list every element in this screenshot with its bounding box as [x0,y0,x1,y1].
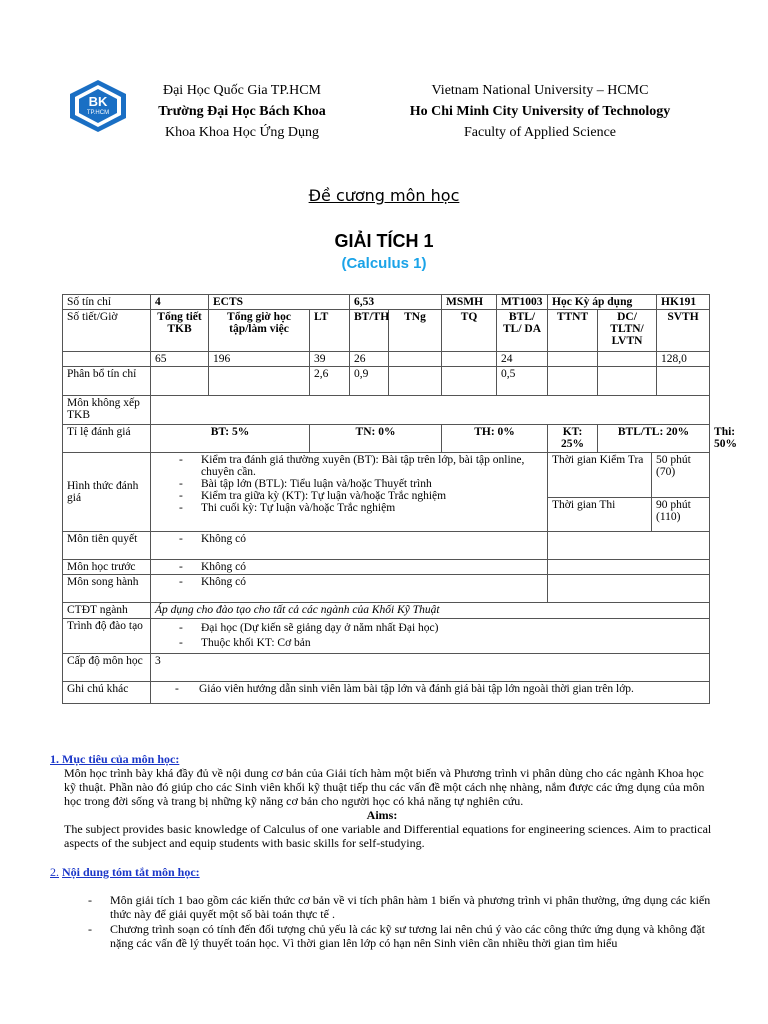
hours-header: TTNT [548,310,598,352]
evaluation-forms [151,453,548,532]
hours-header: DC/ TLTN/ LVTN [598,310,657,352]
table-row-prior [63,560,710,575]
table-row-prerequisite [63,532,710,560]
hours-value [598,352,657,367]
course-info-table [62,294,738,704]
hours-header: BTL/ TL/ DA [497,310,548,352]
list-item: - Bài tập lớn (BTL): Tiểu luận và/hoặc Thuyết trình [155,478,543,490]
prerequisite-value: - Không có [155,533,543,545]
course-title: GIẢI TÍCH 1 [334,231,434,251]
ratio-value: KT: 25% [548,425,598,453]
table-row-ratios: Tỉ lệ đánh giá BT: 5% TN: 0% TH: 0% KT: 25% BTL/TL: 20% Thi: 50% [63,425,710,453]
hours-header: Tổng giờ học tập/làm việc [209,310,310,352]
parallel-course-value: - Không có [155,576,543,588]
header-school: Trường Đại Học Bách Khoa [158,104,326,119]
allocation-value [151,367,209,396]
hours-value [442,352,497,367]
ratio-value: TN: 0% [310,425,442,453]
table-row-evaluation [63,453,710,532]
exam-times [548,453,710,532]
allocation-value [389,367,442,396]
semester-label: Học Kỳ áp dụng [548,295,657,310]
objectives-vi: Môn học trình bày khá đầy đủ về nội dung cơ bản của Giải tích hàm một biến và Phương trình vi phân dùng cho các ngành Khoa học kỹ thuật. Phần nào đó giúp cho các Sinh viên khối kỹ thuật tiếp thu các vấn đề một cách nhẹ nhàng, nắm được các ứng dụng của môn học trong đời sống và trang bị những kỹ năng cơ bản cho người học có khả năng tự nghiên cứu. [64,766,705,808]
table-row-course-level [63,654,710,682]
table-row-hours-values [63,352,710,367]
final-time-value: 90 phút (110) [652,497,710,531]
notes-text: Giáo viên hướng dẫn sinh viên làm bài tập lớn và đánh giá bài tập lớn ngoài thời gian trên lớp. [199,683,634,695]
course-subtitle: (Calculus 1) [341,255,427,272]
allocation-value [548,367,598,396]
hours-value: 128,0 [657,352,710,367]
header-faculty-en: Faculty of Applied Science [463,125,617,140]
allocation-value: 0,9 [350,367,389,396]
allocation-value: 2,6 [310,367,350,396]
table-row-no-schedule [63,396,710,425]
table-row-notes [63,682,710,704]
list-item: - Kiểm tra đánh giá thường xuyên (BT): Bài tập trên lớp, bài tập online, chuyên cần. [155,454,543,478]
allocation-value [657,367,710,396]
msmh-value: MT1003 [497,295,548,310]
aims-label: Aims: [366,808,398,822]
allocation-value [209,367,310,396]
list-item: - Kiểm tra giữa kỳ (KT): Tự luận và/hoặc Trắc nghiệm [155,490,543,502]
msmh-label: MSMH [442,295,497,310]
program-label: CTĐT ngành [63,603,151,619]
final-time-label: Thời gian Thi [548,497,652,531]
no-schedule-label: Môn không xếp TKB [63,396,151,425]
section-objectives [50,752,714,850]
hours-header: BT/TH [350,310,389,352]
training-level-label: Trình độ đào tạo [63,619,151,654]
university-logo [70,80,126,132]
program-value: Áp dụng cho đào tạo cho tất cả các ngành của Khối Kỹ Thuật [151,603,710,619]
ratio-value: BTL/TL: 20% [598,425,710,453]
header-english [370,80,710,143]
header-school-en: Ho Chi Minh City University of Technology [409,104,671,119]
header-faculty: Khoa Khoa Học Ứng Dụng [165,125,319,140]
ects-value: 6,53 [350,295,442,310]
section-heading: Nội dung tóm tắt môn học: [62,865,200,879]
prior-course-label: Môn học trước [63,560,151,575]
hours-header: LT [310,310,350,352]
evaluation-label: Hình thức đánh giá [63,453,151,532]
logo-subtext: TP.HCM [86,110,110,116]
midterm-time-value: 50 phút (70) [656,454,691,478]
course-level-label: Cấp độ môn học [63,654,151,682]
allocation-value: 0,5 [497,367,548,396]
objectives-en: The subject provides basic knowledge of Calculus of one variable and Differential equations for engineering sciences. Aim to practical aspects of the subject and equip students with basic skills for self-studying. [64,822,712,850]
header-university: Đại Học Quốc Gia TP.HCM [162,83,321,98]
ratio-value: BT: 5% [151,425,310,453]
section-summary [50,865,714,951]
midterm-time-label: Thời gian Kiểm Tra [548,453,652,497]
list-item: - Đại học (Dự kiến sẽ giảng dạy ở năm nhất Đại học) [155,622,705,634]
allocation-value [442,367,497,396]
table-row-allocation [63,367,710,396]
header-university-en: Vietnam National University – HCMC [431,83,649,98]
hours-value: 65 [151,352,209,367]
ects-label: ECTS [209,295,350,310]
table-row-parallel [63,575,710,603]
hours-value: 24 [497,352,548,367]
table-row-hours-header [63,310,710,352]
list-item: - Chương trình soạn có tính đến đối tượng chủ yếu là các kỹ sư tương lai nên chú ý vào các công thức ứng dụng và không đặt nặng các vấn đề lý thuyết toán học. Vì thời gian lên lớp có hạn nên Sinh viên cần nhiều thời gian tìm hiểu [50,922,714,950]
credits-label: Số tín chỉ [63,295,151,310]
hours-label: Số tiết/Giờ [63,310,151,352]
hours-value: 39 [310,352,350,367]
document-title: Đề cương môn học [308,186,460,205]
hours-value [548,352,598,367]
table-row-training-level [63,619,710,654]
hours-header: TQ [442,310,497,352]
hours-header: TNg [389,310,442,352]
hours-value: 196 [209,352,310,367]
ratio-label: Tỉ lệ đánh giá [63,425,151,453]
list-item: - Thuộc khối KT: Cơ bản [155,637,705,649]
notes-value: - Giáo viên hướng dẫn sinh viên làm bài tập lớn và đánh giá bài tập lớn ngoài thời gian trên lớp. [151,682,710,704]
prior-course-value: - Không có [155,561,543,573]
list-item: - Thi cuối kỳ: Tự luận và/hoặc Trắc nghiệm [155,502,543,514]
allocation-label: Phân bổ tín chỉ [63,367,151,396]
hours-value [389,352,442,367]
prerequisite-label: Môn tiên quyết [63,532,151,560]
table-row-program [63,603,710,619]
list-item: - Môn giải tích 1 bao gồm các kiến thức cơ bản về vi tích phân hàm 1 biến và phương trình vi phân thường, ứng dụng các kiến thức này để giải quyết một số bài toán thực tế . [50,893,714,921]
logo-text: BK [88,94,108,109]
notes-label: Ghi chú khác [63,682,151,704]
hours-header: SVTH [657,310,710,352]
header-vietnamese [138,80,346,143]
credits-value: 4 [151,295,209,310]
hours-header: Tổng tiết TKB [151,310,209,352]
semester-value: HK191 [657,295,710,310]
course-level-value: 3 [151,654,710,682]
section-number: 2. [50,865,59,879]
ratio-value: TH: 0% [442,425,548,453]
hours-value: 26 [350,352,389,367]
section-heading: 1. Mục tiêu của môn học: [50,752,180,766]
parallel-course-label: Môn song hành [63,575,151,603]
table-row-credits [63,295,710,310]
allocation-value [598,367,657,396]
